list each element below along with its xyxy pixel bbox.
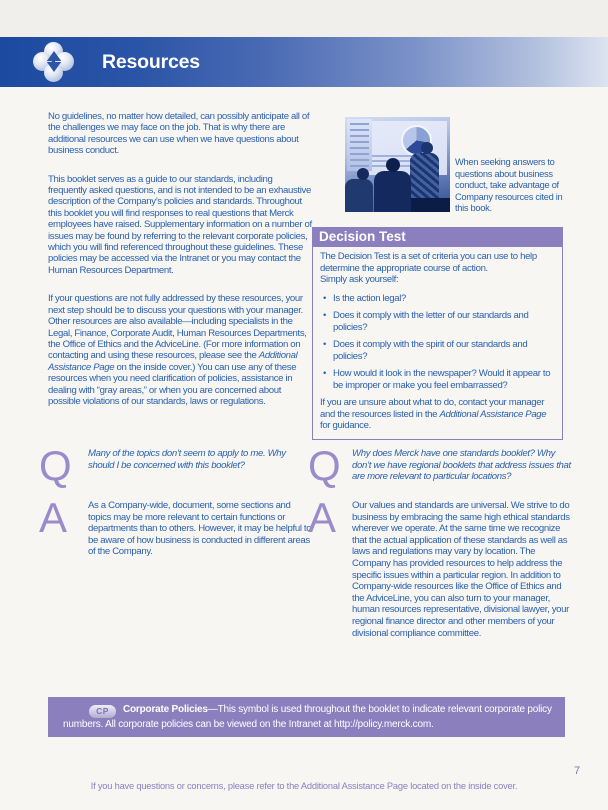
- page-title: Resources: [102, 50, 200, 73]
- photo-person-center: [374, 171, 411, 212]
- text-run: on the inside cover.) You can use any of these resources when you need clarification of policies, assistance in dealing with “gray areas,” or when you are concerned about possible violations of our standards, laws or regulations.: [48, 361, 297, 407]
- intro-text-column: [48, 111, 312, 424]
- merck-logo-icon: [34, 42, 74, 82]
- question-text: Why does Merck have one standards booklet? Why don’t we have regional booklets that address issues that are more relevant to particular locations?: [352, 448, 571, 483]
- paragraph-guidelines: No guidelines, no matter how detailed, can possibly anticipate all of the challenges we may face on the job. That is why there are additional resources we can use when we have questions about business conduct.: [48, 111, 310, 157]
- photo-caption: When seeking answers to questions about business conduct, take advantage of Company resources cited in this book.: [455, 157, 563, 214]
- decision-test-prompt: Simply ask yourself:: [320, 274, 399, 285]
- page-header: [0, 37, 608, 87]
- photo-flip-chart-lines: [350, 123, 369, 167]
- text-run: —This symbol is used throughout the booklet to indicate relevant corporate policy numbers. All corporate policies can be viewed on the Intranet at http://policy.merck.com.: [63, 704, 552, 730]
- decision-test-intro: The Decision Test is a set of criteria you can use to help determine the appropriate course of action.: [320, 251, 537, 274]
- answer-text: Our values and standards are universal. We strive to do business by embracing the same high ethical standards wherever we operate. At the same time we recognize that the actual application of these standards as well as laws and regulations may vary by location. The Company has provided resources to help address the specific issues within a particular region. In addition to Company-wide resources like the Office of Ethics and the AdviceLine, you can also turn to your manager, human resources representative, divisional lawyer, your regional finance director and other members of your divisional compliance committee.: [352, 500, 570, 639]
- answer-text: As a Company-wide, document, some sections and topics may be more relevant to certain functions or departments than to others. However, it may be helpful to be aware of how business is conducted in different areas of the Company.: [88, 500, 312, 558]
- corporate-policies-label: Corporate Policies: [123, 704, 208, 715]
- photo-person-center-head: [386, 158, 400, 172]
- photo-person-standing-head: [421, 142, 433, 154]
- text-run-italic: Additional Assistance Page: [439, 408, 547, 420]
- decision-test-body: [312, 247, 563, 440]
- list-item: • Does it comply with the spirit of our standards and policies?: [320, 339, 555, 362]
- text-run: If you are unsure about what to do, contact your manager and the resources listed in the: [320, 397, 545, 420]
- paragraph-booklet: This booklet serves as a guide to our standards, including frequently asked questions, and is not intended to be an exhaustive description of the Company’s policies and standards. Throughout this booklet you will find responses to real questions that Merck employees have raised. Supplementary information on a number of issues may be found by referring to the relevant corporate policies, which you will find referenced throughout these guidelines. These policies may be accessed via the Intranet or you may contact the Human Resources Department.: [48, 173, 312, 276]
- paragraph-resources: [48, 293, 312, 407]
- question-letter: Q: [308, 442, 341, 489]
- answer-letter: A: [308, 494, 337, 541]
- decision-test-outro: [320, 397, 555, 432]
- decision-test-list: [320, 293, 555, 392]
- decision-test-box: [312, 227, 563, 440]
- text-run: If your questions are not fully addressed by these resources, your next step should be to discuss your questions with your manager. Other resources are also available—including specialists in the Legal, Finance, Corporate Audit, Human Resources Departments, the Office of Ethics and the AdviceLine. (For more information on contacting and using these resources, please see the: [48, 293, 307, 362]
- list-item: • How would it look in the newspaper? Would it appear to be improper or make you feel embarrassed?: [320, 368, 555, 391]
- question-letter: Q: [39, 442, 72, 489]
- meeting-photo: [345, 117, 450, 212]
- decision-test-title: Decision Test: [312, 227, 563, 247]
- text-run-italic: Additional Assistance Page: [48, 350, 298, 373]
- corporate-policies-text: [63, 703, 553, 731]
- cp-icon: CP: [89, 705, 116, 718]
- question-text: Many of the topics don’t seem to apply to me. Why should I be concerned with this booklet?: [88, 448, 286, 471]
- photo-person-left: [345, 179, 373, 212]
- corporate-policies-box: [48, 697, 565, 737]
- list-item: • Is the action legal?: [320, 293, 555, 305]
- photo-person-left-head: [357, 168, 369, 180]
- text-run: for guidance.: [320, 420, 371, 431]
- answer-letter: A: [39, 494, 68, 541]
- page-number: 7: [574, 765, 581, 777]
- list-item: • Does it comply with the letter of our standards and policies?: [320, 310, 555, 333]
- top-margin-strip: [0, 0, 608, 37]
- footer-note: If you have questions or concerns, please refer to the Additional Assistance Page located on the inside cover.: [90, 781, 518, 791]
